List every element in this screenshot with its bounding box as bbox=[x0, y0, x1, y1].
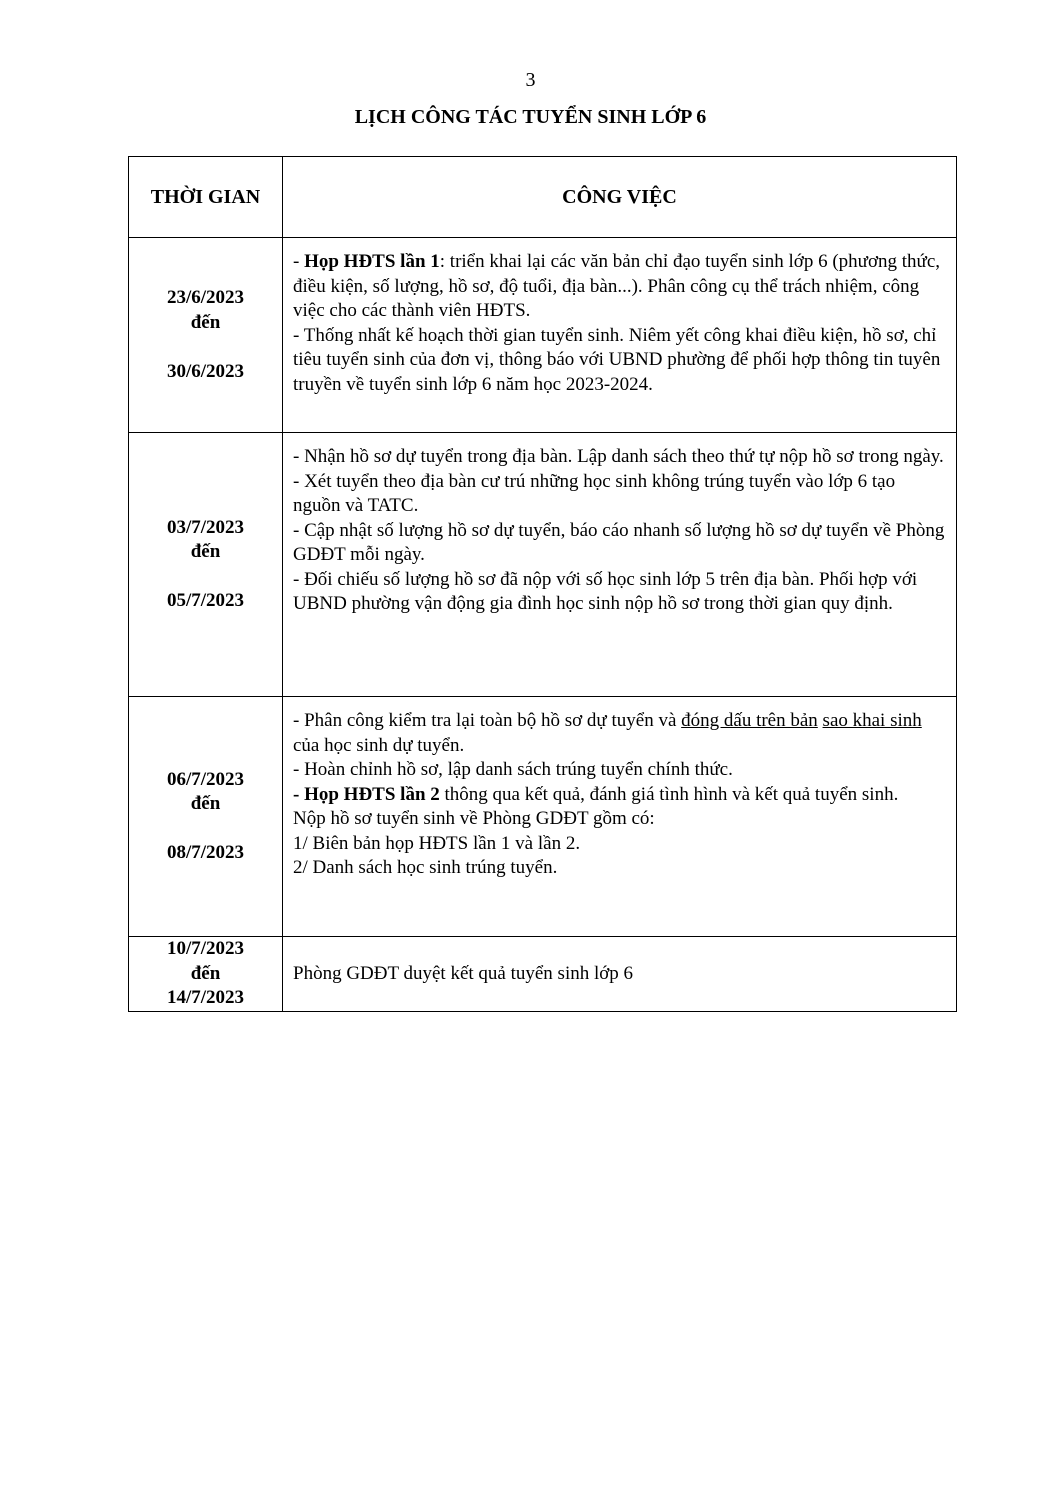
work-text: của học sinh dự tuyển. bbox=[293, 734, 465, 756]
header-work: CÔNG VIỆC bbox=[283, 157, 957, 238]
table-row bbox=[129, 697, 957, 937]
date-from: 03/7/2023 bbox=[166, 516, 245, 538]
date-from: 06/7/2023 bbox=[166, 768, 245, 790]
underlined-text: đóng dấu trên bản bbox=[681, 710, 818, 731]
date-connector: đến bbox=[190, 793, 221, 814]
time-cell bbox=[129, 937, 283, 1012]
table-row bbox=[129, 937, 957, 1012]
date-connector: đến bbox=[190, 962, 221, 984]
work-paragraph: - Họp HĐTS lần 1: triển khai lại các văn bản chỉ đạo tuyển sinh lớp 6 (phương thức, điều kiện, số lượng, hồ sơ, độ tuổi, địa bàn...). Phân công cụ thể trách nhiệm, công việc cho các thành viên HĐTS. bbox=[293, 251, 941, 321]
date-to: 14/7/2023 bbox=[166, 987, 245, 1008]
work-paragraph: Nộp hồ sơ tuyển sinh về Phòng GDĐT gồm có: bbox=[293, 808, 655, 829]
work-paragraph: 1/ Biên bản họp HĐTS lần 1 và lần 2. bbox=[293, 832, 581, 854]
work-paragraph: Phòng GDĐT duyệt kết quả tuyển sinh lớp 6 bbox=[293, 962, 634, 984]
table-row bbox=[129, 238, 957, 433]
work-cell bbox=[283, 238, 957, 433]
work-text: - Phân công kiểm tra lại toàn bộ hồ sơ dự tuyển và bbox=[293, 710, 682, 731]
work-paragraph: - Nhận hồ sơ dự tuyển trong địa bàn. Lập danh sách theo thứ tự nộp hồ sơ trong ngày. bbox=[293, 446, 944, 467]
work-text: thông qua kết quả, đánh giá tình hình và kết quả tuyển sinh. bbox=[439, 783, 899, 805]
date-from: 23/6/2023 bbox=[166, 287, 245, 308]
date-to: 05/7/2023 bbox=[166, 590, 245, 611]
work-paragraph: - Cập nhật số lượng hồ sơ dự tuyển, báo cáo nhanh số lượng hồ sơ dự tuyển về Phòng GDĐT mỗi ngày. bbox=[293, 519, 945, 565]
meeting-label: - Họp HĐTS lần 2 bbox=[293, 783, 440, 805]
page-number: 3 bbox=[525, 69, 536, 91]
time-cell bbox=[129, 433, 283, 697]
date-from: 10/7/2023 bbox=[166, 938, 245, 959]
work-paragraph: - Hoàn chỉnh hồ sơ, lập danh sách trúng tuyển chính thức. bbox=[293, 759, 733, 780]
header-time: THỜI GIAN bbox=[129, 157, 283, 238]
meeting-label: Họp HĐTS lần 1 bbox=[304, 251, 440, 272]
work-cell bbox=[283, 937, 957, 1012]
time-cell bbox=[129, 238, 283, 433]
work-paragraph: - Đối chiếu số lượng hồ sơ đã nộp với số học sinh lớp 5 trên địa bàn. Phối hợp với UBND phường vận động gia đình học sinh nộp hồ sơ trong thời gian quy định. bbox=[293, 568, 918, 614]
work-paragraph: - Thống nhất kế hoạch thời gian tuyển sinh. Niêm yết công khai điều kiện, hồ sơ, chỉ tiêu tuyển sinh của đơn vị, thông báo với UBND phường để phối hợp thông tin tuyên truyền về tuyển sinh lớp 6 năm học 2023-2024. bbox=[293, 324, 941, 395]
date-to: 08/7/2023 bbox=[166, 842, 245, 863]
underlined-text: sao khai sinh bbox=[822, 710, 922, 731]
schedule-table bbox=[128, 156, 957, 1012]
date-connector: đến bbox=[190, 541, 221, 562]
table-header-row bbox=[129, 157, 957, 238]
work-cell bbox=[283, 433, 957, 697]
work-paragraph bbox=[293, 783, 946, 808]
date-connector: đến bbox=[190, 311, 221, 333]
time-cell bbox=[129, 697, 283, 937]
table-row bbox=[129, 433, 957, 697]
work-text: : triển khai lại các văn bản chỉ đạo tuyển sinh lớp 6 (phương thức, điều kiện, số lượng, hồ sơ, độ tuổi, địa bàn...). Phân công cụ thể trách nhiệm, công việc cho các thành viên HĐTS. bbox=[293, 251, 941, 321]
work-paragraph: 2/ Danh sách học sinh trúng tuyển. bbox=[293, 857, 558, 878]
work-paragraph: - Xét tuyển theo địa bàn cư trú những học sinh không trúng tuyển vào lớp 6 tạo nguồn và TATC. bbox=[293, 470, 896, 516]
date-to: 30/6/2023 bbox=[166, 360, 245, 382]
work-paragraph bbox=[293, 709, 946, 758]
work-cell bbox=[283, 697, 957, 937]
page-title: LỊCH CÔNG TÁC TUYỂN SINH LỚP 6 bbox=[354, 106, 707, 128]
